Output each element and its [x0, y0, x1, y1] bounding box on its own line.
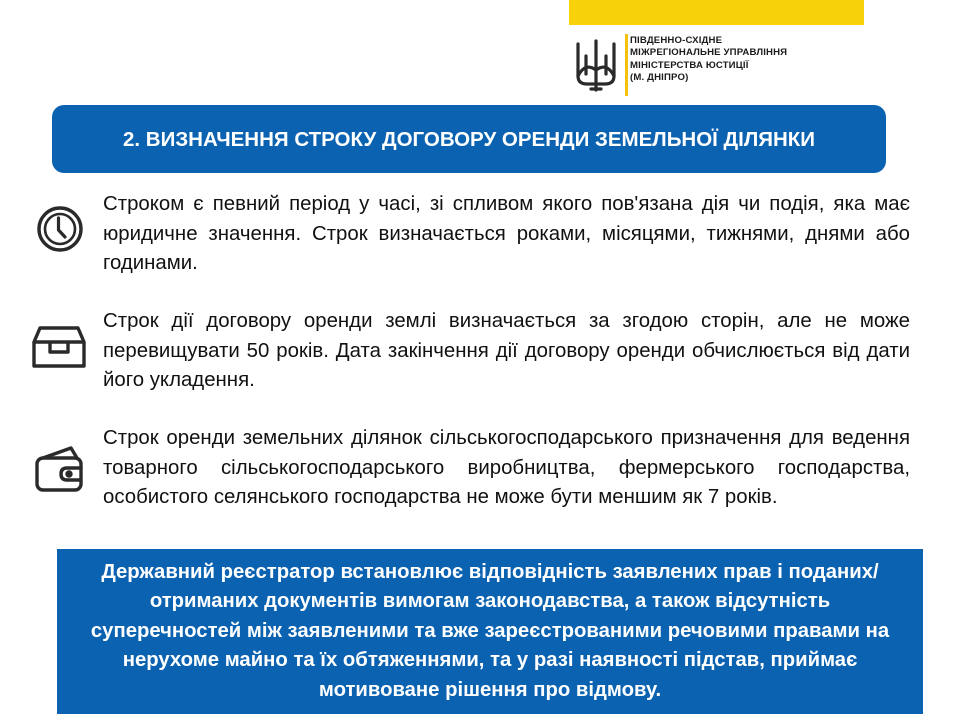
- registrar-note: Державний реєстратор встановлює відповідність заявлених прав і поданих/отриманих документів вимогам законодавства, а також відсутність суперечностей між заявленими та вже зареєстрованими речовими правами на нерухоме майно та їх обтяженнями, та у разі наявності підстав, приймає мотивоване рішення про відмову.: [90, 560, 890, 701]
- paragraph-term-definition: Строком є певний період у часі, зі спливом якого пов'язана дія чи подія, яка має юридичне значення. Строк визначається роками, місяцями, тижнями, днями або годинами.: [103, 193, 910, 274]
- clock-icon: [35, 204, 85, 254]
- org-name-line: (М. ДНІПРО): [630, 71, 689, 83]
- organization-name: [630, 35, 787, 84]
- paragraph-agricultural-min-term: Строк оренди земельних ділянок сільськогосподарського призначення для ведення товарного сільськогосподарського виробництва, фермерського господарства, особистого селянського господарства не може бути меншим як 7 років.: [103, 427, 910, 508]
- wallet-icon: [33, 444, 89, 494]
- trident-icon: [573, 38, 619, 92]
- registrar-note-box: [57, 549, 923, 714]
- org-name-line: МІНІСТЕРСТВА ЮСТИЦІЇ: [630, 59, 749, 71]
- org-name-line: ПІВДЕННО-СХІДНЕ: [630, 35, 723, 46]
- ministry-logo: [573, 34, 833, 96]
- paragraph-max-term: Строк дії договору оренди землі визначається за згодою сторін, але не може перевищувати 50 років. Дата закінчення дії договору оренди обчислюється від дати його укладення.: [103, 310, 910, 391]
- archive-box-icon: [30, 322, 88, 372]
- section-title: 2. ВИЗНАЧЕННЯ СТРОКУ ДОГОВОРУ ОРЕНДИ ЗЕМЕЛЬНОЇ ДІЛЯНКИ: [123, 127, 815, 151]
- top-yellow-bar: [569, 0, 864, 25]
- logo-divider: [625, 34, 628, 96]
- org-name-line: МІЖРЕГІОНАЛЬНЕ УПРАВЛІННЯ: [630, 47, 788, 59]
- section-title-banner: [52, 105, 886, 173]
